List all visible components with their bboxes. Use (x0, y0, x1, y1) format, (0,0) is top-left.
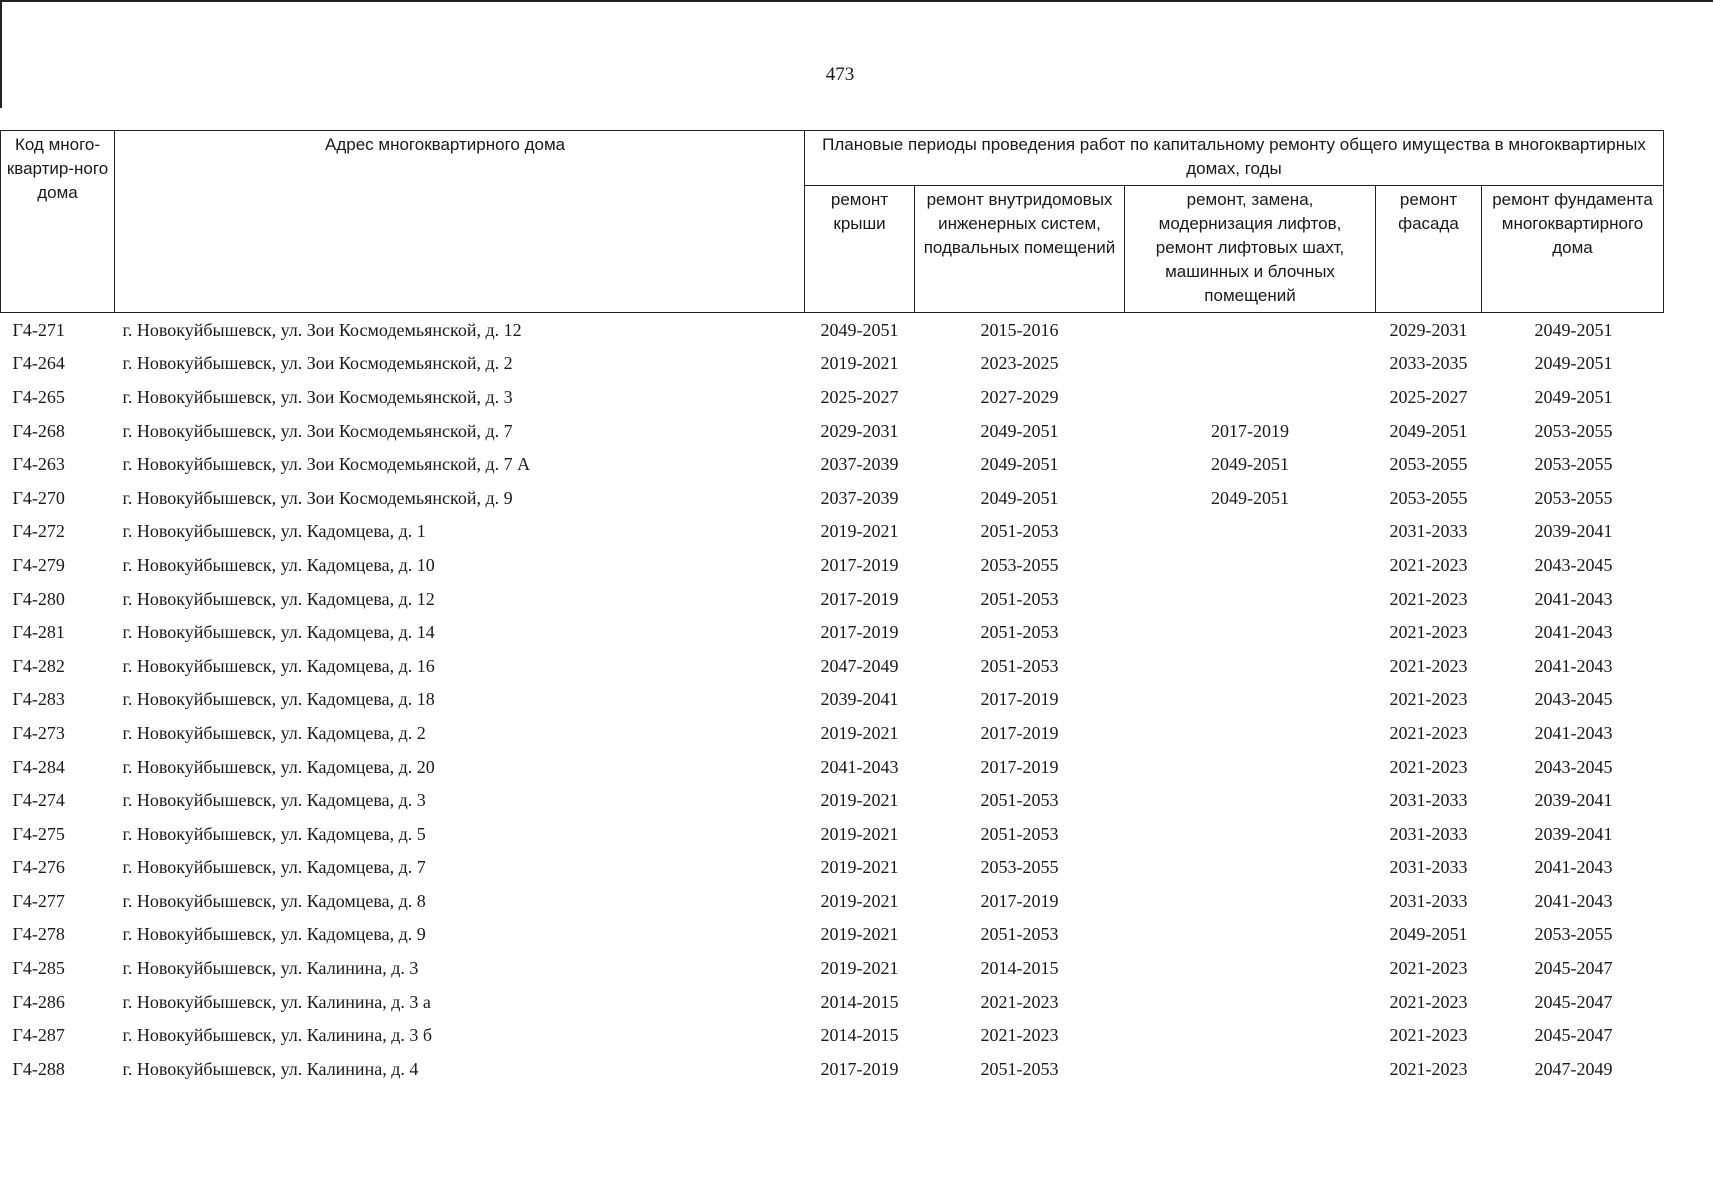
cell-foundation: 2045-2047 (1534, 958, 1613, 979)
table-row (1, 716, 1664, 750)
cell-code: Г4-287 (12, 1025, 65, 1046)
cell-code: Г4-274 (12, 790, 65, 811)
cell-foundation: 2049-2051 (1534, 353, 1613, 374)
cell-code: Г4-281 (12, 622, 65, 643)
cell-foundation: 2047-2049 (1534, 1058, 1613, 1079)
cell-code: Г4-272 (12, 521, 65, 542)
cell-facade: 2021-2023 (1389, 588, 1468, 609)
header-code: Код много-квартир-ного дома (1, 131, 115, 313)
cell-elevators (1125, 1052, 1376, 1086)
table-row (1, 582, 1664, 616)
table-row (1, 481, 1664, 515)
table-row (1, 918, 1664, 952)
cell-systems: 2053-2055 (980, 857, 1059, 878)
cell-systems: 2051-2053 (980, 622, 1059, 643)
table-row (1, 783, 1664, 817)
cell-code: Г4-280 (12, 588, 65, 609)
cell-code: Г4-283 (12, 689, 65, 710)
cell-elevators (1125, 582, 1376, 616)
cell-code: Г4-288 (12, 1058, 65, 1079)
cell-systems: 2051-2053 (980, 823, 1059, 844)
repair-schedule-table (0, 130, 1664, 1086)
cell-elevators (1125, 615, 1376, 649)
cell-address: г. Новокуйбышевск, ул. Зои Космодемьянской, д. 12 (122, 319, 522, 340)
cell-address: г. Новокуйбышевск, ул. Кадомцева, д. 18 (122, 689, 435, 710)
table-row (1, 683, 1664, 717)
cell-foundation: 2041-2043 (1534, 890, 1613, 911)
cell-elevators (1125, 380, 1376, 414)
cell-systems: 2017-2019 (980, 756, 1059, 777)
cell-systems: 2021-2023 (980, 1025, 1059, 1046)
cell-elevators (1125, 683, 1376, 717)
cell-systems: 2049-2051 (980, 420, 1059, 441)
table-row (1, 313, 1664, 347)
cell-address: г. Новокуйбышевск, ул. Зои Космодемьянской, д. 9 (122, 487, 513, 508)
cell-elevators (1125, 548, 1376, 582)
cell-code: Г4-263 (12, 454, 65, 475)
header-systems: ремонт внутридомовых инженерных систем, подвальных помещений (915, 186, 1125, 313)
header-roof: ремонт крыши (805, 186, 915, 313)
cell-systems: 2017-2019 (980, 689, 1059, 710)
table-row (1, 649, 1664, 683)
cell-code: Г4-286 (12, 991, 65, 1012)
cell-roof: 2014-2015 (820, 1025, 899, 1046)
page-left-border (0, 0, 2, 108)
cell-elevators (1125, 515, 1376, 549)
cell-systems: 2023-2025 (980, 353, 1059, 374)
cell-address: г. Новокуйбышевск, ул. Кадомцева, д. 1 (122, 521, 426, 542)
cell-code: Г4-279 (12, 554, 65, 575)
cell-code: Г4-276 (12, 857, 65, 878)
cell-address: г. Новокуйбышевск, ул. Кадомцева, д. 10 (122, 554, 435, 575)
cell-foundation: 2041-2043 (1534, 655, 1613, 676)
table-row (1, 515, 1664, 549)
cell-facade: 2021-2023 (1389, 554, 1468, 575)
cell-facade: 2021-2023 (1389, 655, 1468, 676)
cell-foundation: 2041-2043 (1534, 622, 1613, 643)
cell-facade: 2053-2055 (1389, 454, 1468, 475)
cell-address: г. Новокуйбышевск, ул. Зои Космодемьянской, д. 7 А (122, 454, 531, 475)
cell-address: г. Новокуйбышевск, ул. Кадомцева, д. 5 (122, 823, 426, 844)
cell-roof: 2017-2019 (820, 622, 899, 643)
cell-address: г. Новокуйбышевск, ул. Кадомцева, д. 14 (122, 622, 435, 643)
cell-systems: 2051-2053 (980, 521, 1059, 542)
table-row (1, 951, 1664, 985)
cell-code: Г4-264 (12, 353, 65, 374)
table-row (1, 851, 1664, 885)
table-body (1, 313, 1664, 1086)
cell-roof: 2049-2051 (820, 319, 899, 340)
cell-elevators (1125, 884, 1376, 918)
cell-facade: 2031-2033 (1389, 890, 1468, 911)
cell-systems: 2051-2053 (980, 790, 1059, 811)
cell-foundation: 2041-2043 (1534, 722, 1613, 743)
cell-elevators (1125, 783, 1376, 817)
cell-address: г. Новокуйбышевск, ул. Зои Космодемьянской, д. 3 (122, 386, 513, 407)
cell-address: г. Новокуйбышевск, ул. Кадомцева, д. 9 (122, 924, 426, 945)
cell-code: Г4-285 (12, 958, 65, 979)
cell-elevators (1125, 313, 1376, 347)
cell-foundation: 2039-2041 (1534, 823, 1613, 844)
cell-systems: 2014-2015 (980, 958, 1059, 979)
cell-systems: 2021-2023 (980, 991, 1059, 1012)
cell-roof: 2019-2021 (820, 722, 899, 743)
cell-address: г. Новокуйбышевск, ул. Зои Космодемьянской, д. 2 (122, 353, 513, 374)
cell-systems: 2017-2019 (980, 890, 1059, 911)
cell-systems: 2051-2053 (980, 924, 1059, 945)
cell-systems: 2051-2053 (980, 1058, 1059, 1079)
cell-foundation: 2049-2051 (1534, 319, 1613, 340)
header-facade: ремонт фасада (1376, 186, 1482, 313)
cell-roof: 2019-2021 (820, 924, 899, 945)
cell-systems: 2015-2016 (980, 319, 1059, 340)
cell-address: г. Новокуйбышевск, ул. Кадомцева, д. 12 (122, 588, 435, 609)
cell-roof: 2019-2021 (820, 823, 899, 844)
header-periods-group: Плановые периоды проведения работ по капитальному ремонту общего имущества в многоквартирных домах, годы (805, 131, 1664, 186)
cell-facade: 2049-2051 (1389, 924, 1468, 945)
cell-elevators (1125, 985, 1376, 1019)
cell-foundation: 2053-2055 (1534, 487, 1613, 508)
cell-facade: 2021-2023 (1389, 991, 1468, 1012)
cell-roof: 2017-2019 (820, 588, 899, 609)
cell-foundation: 2053-2055 (1534, 420, 1613, 441)
cell-facade: 2053-2055 (1389, 487, 1468, 508)
cell-roof: 2025-2027 (820, 386, 899, 407)
table-row (1, 414, 1664, 448)
cell-facade: 2021-2023 (1389, 958, 1468, 979)
cell-roof: 2029-2031 (820, 420, 899, 441)
cell-address: г. Новокуйбышевск, ул. Кадомцева, д. 2 (122, 722, 426, 743)
cell-roof: 2019-2021 (820, 958, 899, 979)
cell-address: г. Новокуйбышевск, ул. Кадомцева, д. 7 (122, 857, 426, 878)
cell-foundation: 2049-2051 (1534, 386, 1613, 407)
cell-roof: 2047-2049 (820, 655, 899, 676)
cell-foundation: 2039-2041 (1534, 790, 1613, 811)
cell-code: Г4-284 (12, 756, 65, 777)
cell-systems: 2049-2051 (980, 454, 1059, 475)
cell-elevators (1125, 817, 1376, 851)
cell-facade: 2049-2051 (1389, 420, 1468, 441)
cell-elevators (1125, 1018, 1376, 1052)
cell-elevators (1125, 649, 1376, 683)
cell-code: Г4-277 (12, 890, 65, 911)
cell-roof: 2019-2021 (820, 890, 899, 911)
cell-address: г. Новокуйбышевск, ул. Зои Космодемьянской, д. 7 (122, 420, 513, 441)
cell-elevators: 2017-2019 (1211, 420, 1289, 441)
cell-elevators: 2049-2051 (1211, 454, 1289, 475)
cell-elevators (1125, 918, 1376, 952)
cell-systems: 2049-2051 (980, 487, 1059, 508)
table-row (1, 884, 1664, 918)
table-row (1, 750, 1664, 784)
cell-elevators (1125, 951, 1376, 985)
cell-systems: 2053-2055 (980, 554, 1059, 575)
table-row (1, 548, 1664, 582)
cell-facade: 2025-2027 (1389, 386, 1468, 407)
cell-foundation: 2043-2045 (1534, 689, 1613, 710)
cell-roof: 2019-2021 (820, 521, 899, 542)
cell-foundation: 2041-2043 (1534, 588, 1613, 609)
table-row (1, 985, 1664, 1019)
cell-facade: 2031-2033 (1389, 823, 1468, 844)
table-row (1, 1018, 1664, 1052)
cell-foundation: 2043-2045 (1534, 554, 1613, 575)
cell-elevators (1125, 851, 1376, 885)
table-row (1, 447, 1664, 481)
table-row (1, 347, 1664, 381)
cell-address: г. Новокуйбышевск, ул. Калинина, д. 4 (122, 1058, 419, 1079)
cell-code: Г4-273 (12, 722, 65, 743)
cell-address: г. Новокуйбышевск, ул. Кадомцева, д. 20 (122, 756, 435, 777)
cell-roof: 2041-2043 (820, 756, 899, 777)
cell-code: Г4-270 (12, 487, 65, 508)
cell-code: Г4-278 (12, 924, 65, 945)
table-row (1, 817, 1664, 851)
cell-roof: 2014-2015 (820, 991, 899, 1012)
cell-foundation: 2041-2043 (1534, 857, 1613, 878)
cell-foundation: 2053-2055 (1534, 924, 1613, 945)
cell-address: г. Новокуйбышевск, ул. Калинина, д. 3 б (122, 1025, 433, 1046)
cell-roof: 2037-2039 (820, 487, 899, 508)
cell-address: г. Новокуйбышевск, ул. Калинина, д. 3 (122, 958, 419, 979)
cell-facade: 2021-2023 (1389, 689, 1468, 710)
table-header (1, 131, 1664, 313)
cell-code: Г4-271 (12, 319, 65, 340)
cell-facade: 2031-2033 (1389, 857, 1468, 878)
cell-foundation: 2045-2047 (1534, 991, 1613, 1012)
header-elevators: ремонт, замена, модернизация лифтов, ремонт лифтовых шахт, машинных и блочных помещений (1125, 186, 1376, 313)
cell-facade: 2021-2023 (1389, 1058, 1468, 1079)
cell-elevators (1125, 750, 1376, 784)
cell-code: Г4-282 (12, 655, 65, 676)
cell-roof: 2017-2019 (820, 1058, 899, 1079)
cell-foundation: 2039-2041 (1534, 521, 1613, 542)
header-address: Адрес многоквартирного дома (115, 131, 805, 313)
cell-roof: 2037-2039 (820, 454, 899, 475)
cell-roof: 2017-2019 (820, 554, 899, 575)
cell-elevators (1125, 716, 1376, 750)
cell-address: г. Новокуйбышевск, ул. Кадомцева, д. 16 (122, 655, 435, 676)
cell-address: г. Новокуйбышевск, ул. Кадомцева, д. 8 (122, 890, 426, 911)
cell-roof: 2019-2021 (820, 790, 899, 811)
page-number: 473 (825, 64, 855, 85)
page-top-border (0, 0, 1713, 2)
cell-elevators: 2049-2051 (1211, 487, 1289, 508)
cell-code: Г4-268 (12, 420, 65, 441)
cell-facade: 2021-2023 (1389, 1025, 1468, 1046)
cell-systems: 2027-2029 (980, 386, 1059, 407)
cell-systems: 2051-2053 (980, 655, 1059, 676)
cell-foundation: 2043-2045 (1534, 756, 1613, 777)
cell-address: г. Новокуйбышевск, ул. Калинина, д. 3 а (122, 991, 431, 1012)
cell-facade: 2029-2031 (1389, 319, 1468, 340)
cell-foundation: 2053-2055 (1534, 454, 1613, 475)
cell-systems: 2017-2019 (980, 722, 1059, 743)
cell-facade: 2021-2023 (1389, 756, 1468, 777)
cell-systems: 2051-2053 (980, 588, 1059, 609)
table-row (1, 380, 1664, 414)
cell-roof: 2019-2021 (820, 857, 899, 878)
cell-elevators (1125, 347, 1376, 381)
cell-foundation: 2045-2047 (1534, 1025, 1613, 1046)
cell-facade: 2031-2033 (1389, 521, 1468, 542)
cell-address: г. Новокуйбышевск, ул. Кадомцева, д. 3 (122, 790, 426, 811)
cell-facade: 2033-2035 (1389, 353, 1468, 374)
table-row (1, 615, 1664, 649)
cell-roof: 2039-2041 (820, 689, 899, 710)
cell-code: Г4-275 (12, 823, 65, 844)
cell-facade: 2031-2033 (1389, 790, 1468, 811)
cell-code: Г4-265 (12, 386, 65, 407)
cell-roof: 2019-2021 (820, 353, 899, 374)
cell-facade: 2021-2023 (1389, 722, 1468, 743)
table-row (1, 1052, 1664, 1086)
cell-facade: 2021-2023 (1389, 622, 1468, 643)
header-foundation: ремонт фундамента многоквартирного дома (1482, 186, 1664, 313)
